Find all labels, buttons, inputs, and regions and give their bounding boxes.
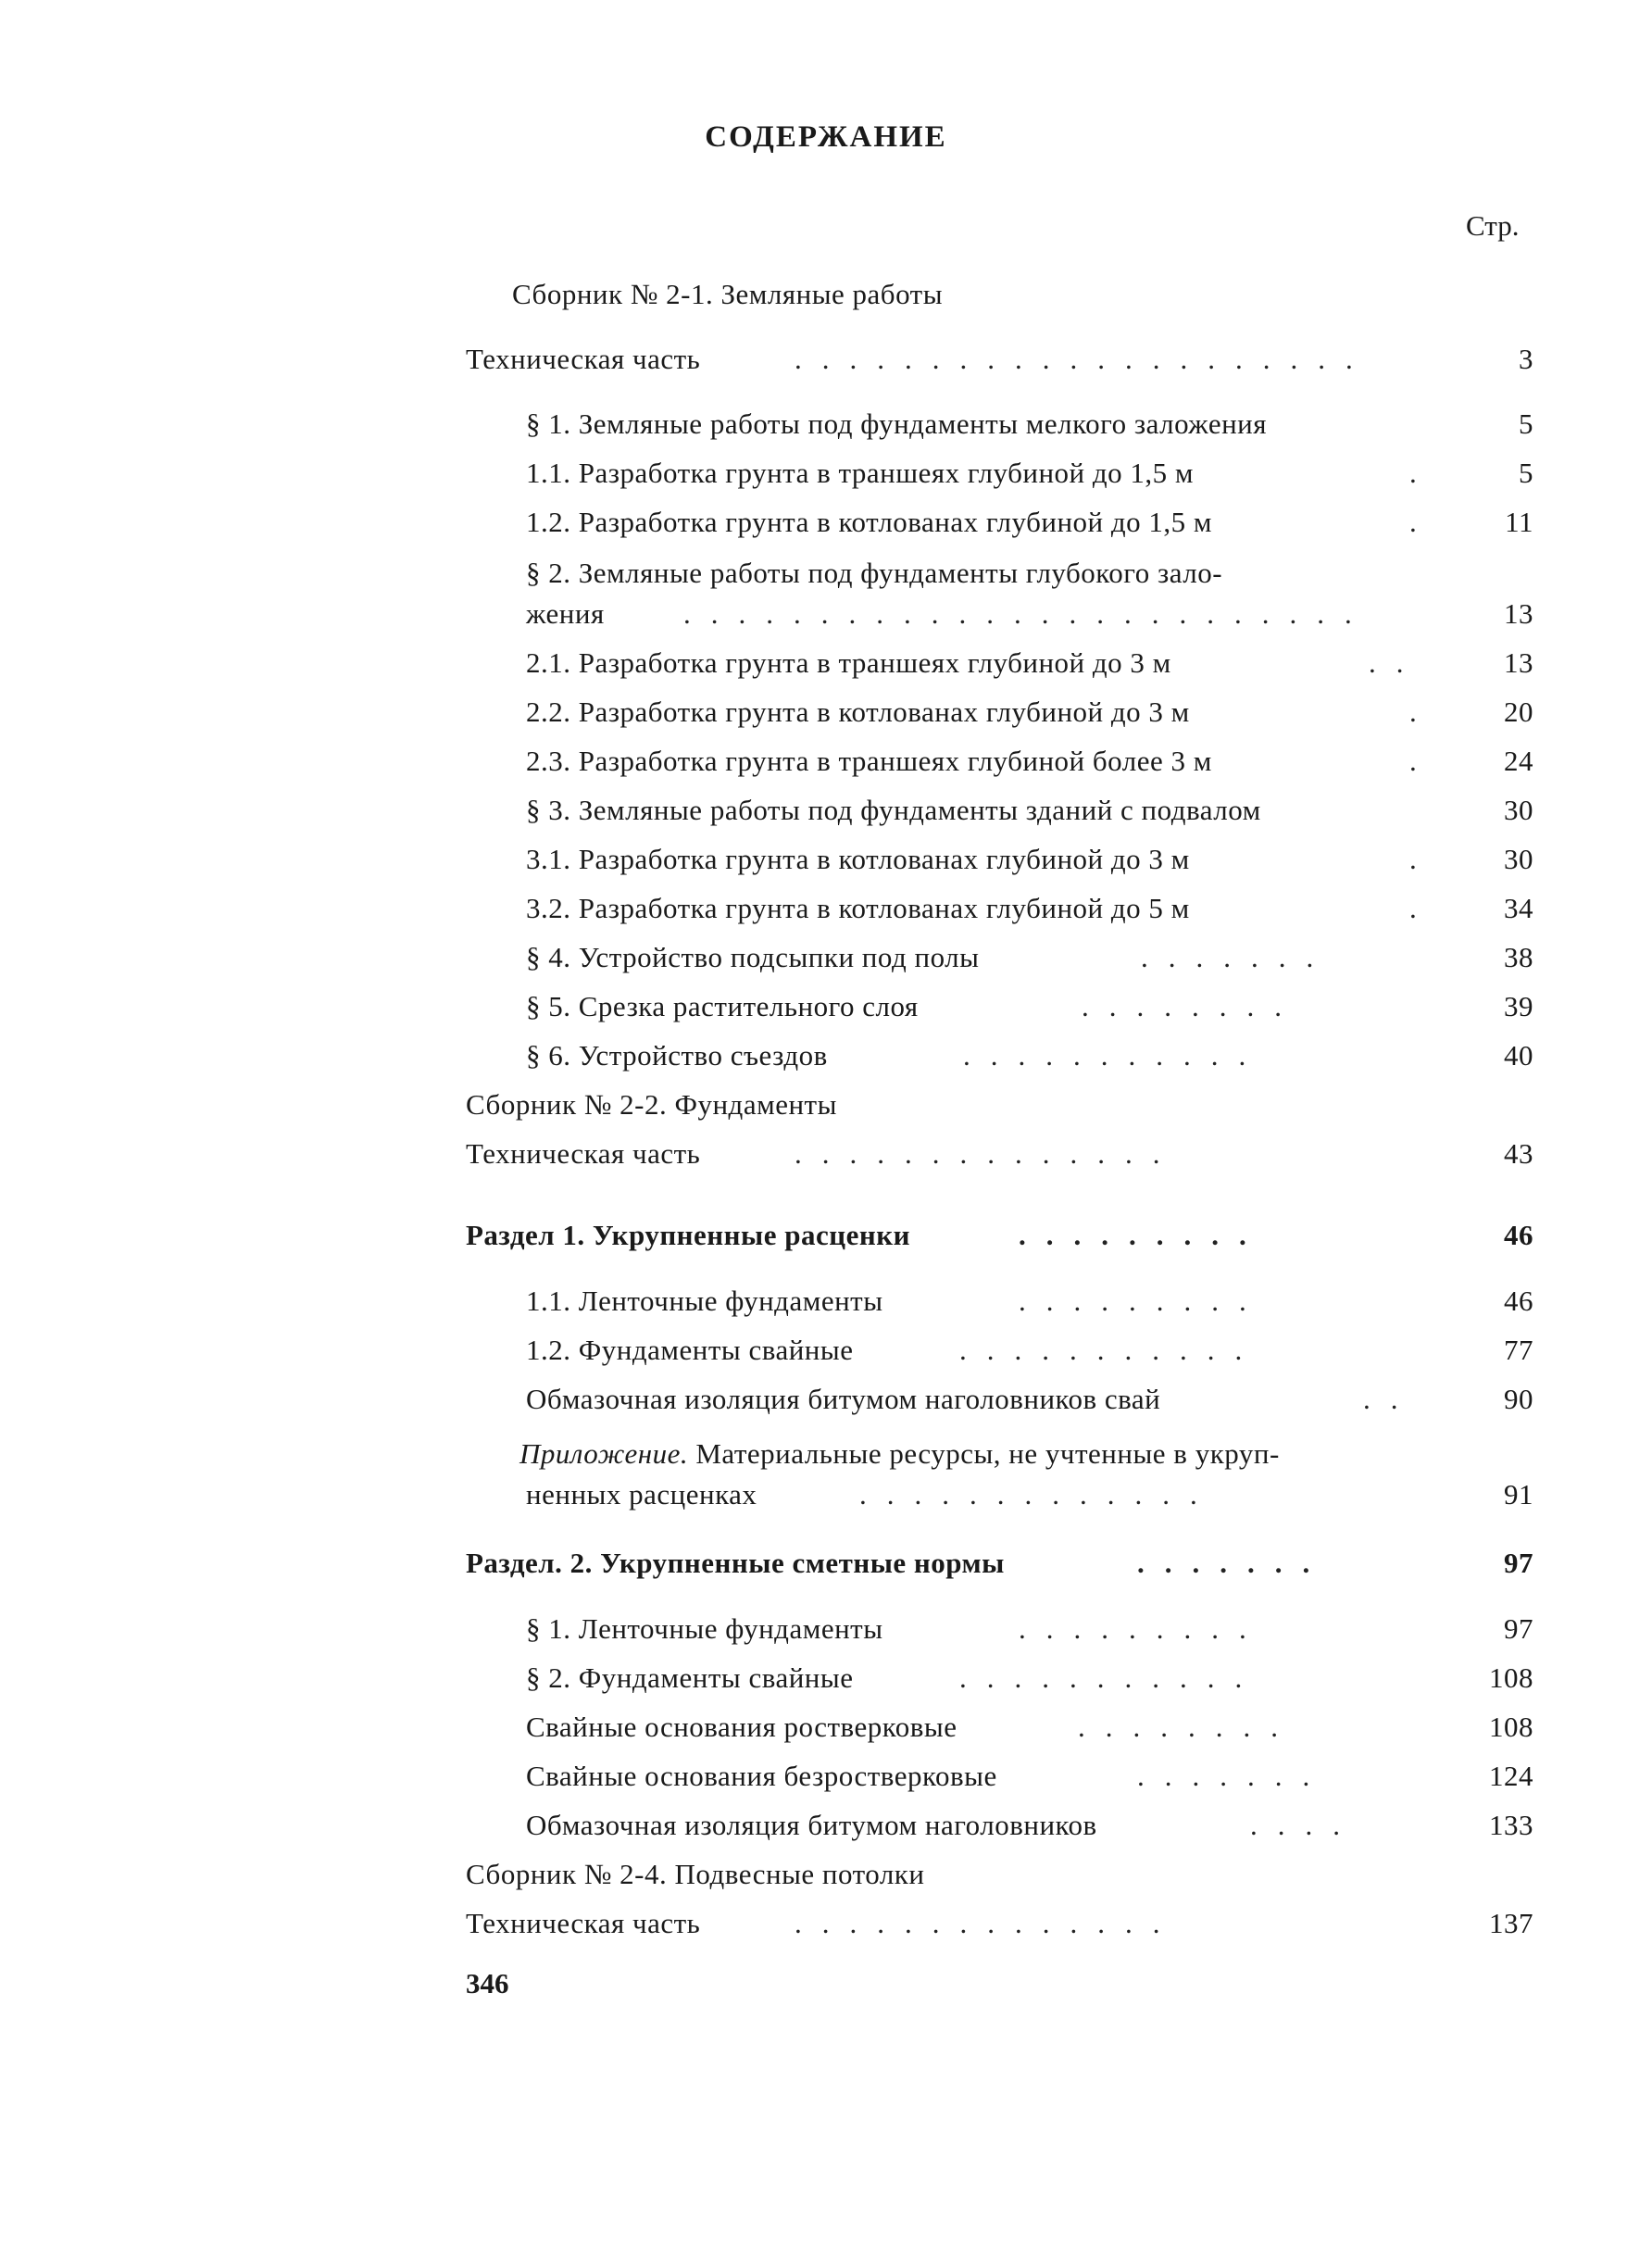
toc-entry: § 3. Земляные работы под фундаменты зданий с подвалом 30	[526, 794, 1533, 826]
toc-entry: 2.2. Разработка грунта в котлованах глубиной до 3 м . 20	[526, 696, 1533, 728]
toc-entry: 2.1. Разработка грунта в траншеях глубиной до 3 м .. 13	[526, 646, 1533, 679]
toc-entry: 1.1. Ленточные фундаменты ......... 46	[526, 1285, 1533, 1317]
toc-entry: § 2. Фундаменты свайные ........... 108	[526, 1661, 1533, 1694]
toc-entry: § 6. Устройство съездов ........... 40	[526, 1039, 1533, 1072]
toc-entry: Обмазочная изоляция битумом наголовников .... 133	[526, 1809, 1533, 1841]
toc-entry: 3.2. Разработка грунта в котлованах глубиной до 5 м . 34	[526, 892, 1533, 924]
toc-entry: Обмазочная изоляция битумом наголовников свай .. 90	[526, 1383, 1533, 1415]
toc-entry: 1.2. Фундаменты свайные ........... 77	[526, 1334, 1533, 1366]
toc-entry: Свайные основания безростверковые ....... 124	[526, 1760, 1533, 1792]
toc-entry: § 1. Земляные работы под фундаменты мелкого заложения 5	[526, 407, 1533, 440]
toc-entry: 3.1. Разработка грунта в котлованах глубиной до 3 м . 30	[526, 843, 1533, 875]
toc-entry: Приложение. Материальные ресурсы, не учтенные в укруп- ненных расценках ............. 91	[519, 1437, 1533, 1511]
toc-entry: 2.3. Разработка грунта в траншеях глубиной более 3 м . 24	[526, 745, 1533, 777]
toc-collection-heading: Сборник № 2-1. Земляные работы	[512, 278, 944, 310]
toc-entry: Техническая часть .............. 43	[466, 1137, 1533, 1170]
toc-entry: Техническая часть .............. 137	[466, 1907, 1533, 1939]
page-number: 346	[466, 1967, 509, 2000]
toc-entry: § 4. Устройство подсыпки под полы ....... 38	[526, 941, 1533, 973]
toc-collection-heading: Сборник № 2-4. Подвесные потолки	[466, 1858, 925, 1890]
toc-entry: 1.1. Разработка грунта в траншеях глубиной до 1,5 м . 5	[526, 457, 1533, 489]
toc-entry: § 2. Земляные работы под фундаменты глубокого зало- жения ......................... 13	[526, 557, 1533, 630]
toc-section-heading: Раздел 1. Укрупненные расценки ......... 46	[466, 1219, 1533, 1251]
page-column-label: Стр.	[1466, 209, 1520, 242]
toc-section-heading: Раздел. 2. Укрупненные сметные нормы ....... 97	[466, 1547, 1533, 1579]
toc-entry: § 1. Ленточные фундаменты ......... 97	[526, 1612, 1533, 1645]
toc-entry: § 5. Срезка растительного слоя ........ 39	[526, 990, 1533, 1022]
toc-collection-heading: Сборник № 2-2. Фундаменты	[466, 1088, 837, 1121]
toc-entry: 1.2. Разработка грунта в котлованах глубиной до 1,5 м . 11	[526, 506, 1533, 538]
page-title: СОДЕРЖАНИЕ	[705, 120, 947, 154]
toc-entry: Техническая часть ..................... 3	[466, 343, 1533, 375]
toc-entry: Свайные основания ростверковые ........ 108	[526, 1711, 1533, 1743]
